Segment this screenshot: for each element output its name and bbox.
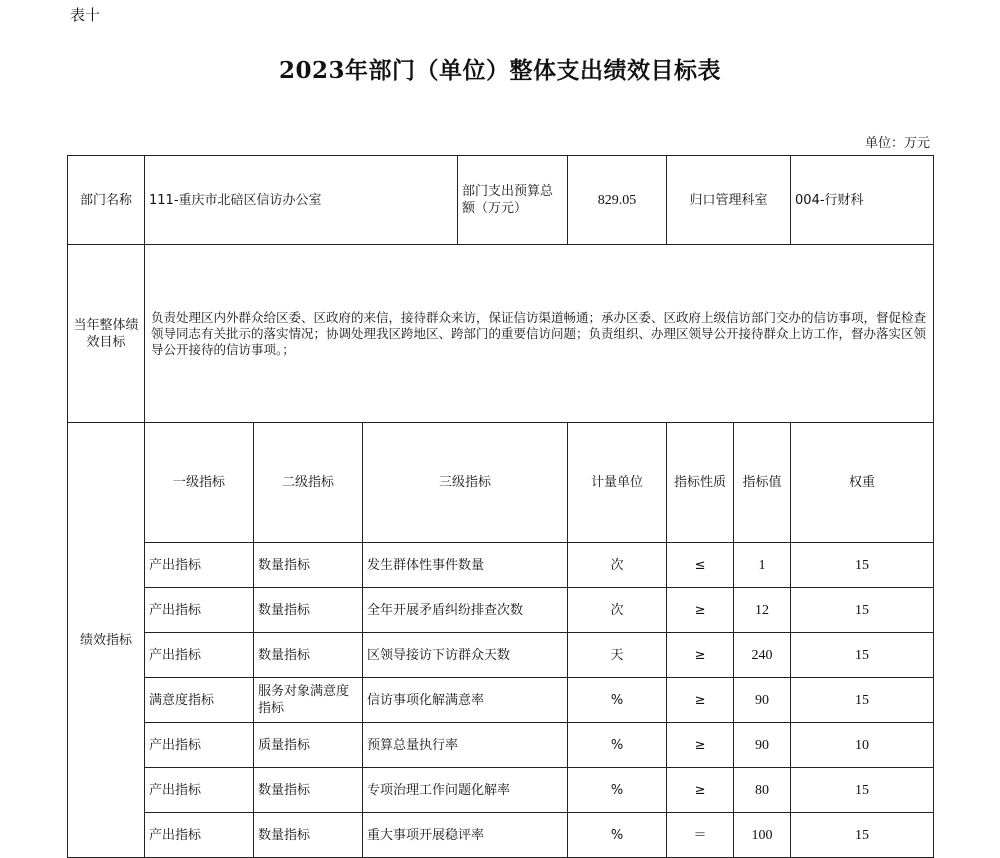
nature-cell: ≥	[667, 588, 734, 633]
budget-label: 部门支出预算总额（万元）	[458, 156, 568, 245]
indicator-header-row	[68, 423, 934, 543]
unit-cell: 次	[568, 588, 667, 633]
nature-cell: ≥	[667, 678, 734, 723]
weight-cell: 15	[791, 768, 934, 813]
level2-cell: 数量指标	[254, 768, 363, 813]
level2-cell: 服务对象满意度指标	[254, 678, 363, 723]
unit-cell: 次	[568, 543, 667, 588]
dept-name-value: 111-重庆市北碚区信访办公室	[145, 156, 458, 245]
goal-label: 当年整体绩效目标	[68, 245, 145, 423]
unit-label: 单位：万元	[864, 136, 930, 151]
level2-cell: 数量指标	[254, 633, 363, 678]
unit-cell: %	[568, 723, 667, 768]
table-row	[68, 543, 934, 588]
header-weight: 权重	[791, 423, 934, 543]
level3-cell: 发生群体性事件数量	[363, 543, 568, 588]
value-cell: 100	[734, 813, 791, 858]
budget-value: 829.05	[568, 156, 667, 245]
goal-row	[68, 245, 934, 423]
level1-cell: 产出指标	[145, 588, 254, 633]
mgmt-dept-value: 004-行财科	[791, 156, 934, 245]
value-cell: 90	[734, 678, 791, 723]
value-cell: 90	[734, 723, 791, 768]
table-row	[68, 678, 934, 723]
level1-cell: 产出指标	[145, 543, 254, 588]
level3-cell: 区领导接访下访群众天数	[363, 633, 568, 678]
level2-cell: 数量指标	[254, 813, 363, 858]
nature-cell: ≥	[667, 768, 734, 813]
header-level2: 二级指标	[254, 423, 363, 543]
value-cell: 12	[734, 588, 791, 633]
value-cell: 240	[734, 633, 791, 678]
level3-cell: 预算总量执行率	[363, 723, 568, 768]
mgmt-dept-label: 归口管理科室	[667, 156, 791, 245]
value-cell: 1	[734, 543, 791, 588]
weight-cell: 10	[791, 723, 934, 768]
level1-cell: 满意度指标	[145, 678, 254, 723]
nature-cell: ＝	[667, 813, 734, 858]
nature-cell: ≤	[667, 543, 734, 588]
weight-cell: 15	[791, 813, 934, 858]
nature-cell: ≥	[667, 633, 734, 678]
unit-cell: 天	[568, 633, 667, 678]
indicator-section-label: 绩效指标	[68, 423, 145, 858]
header-unit: 计量单位	[568, 423, 667, 543]
table-row	[68, 813, 934, 858]
level1-cell: 产出指标	[145, 768, 254, 813]
header-level1: 一级指标	[145, 423, 254, 543]
weight-cell: 15	[791, 543, 934, 588]
weight-cell: 15	[791, 633, 934, 678]
level1-cell: 产出指标	[145, 723, 254, 768]
level3-cell: 信访事项化解满意率	[363, 678, 568, 723]
table-row	[68, 768, 934, 813]
level2-cell: 数量指标	[254, 588, 363, 633]
dept-info-row	[68, 156, 934, 245]
header-value: 指标值	[734, 423, 791, 543]
unit-cell: %	[568, 768, 667, 813]
level3-cell: 专项治理工作问题化解率	[363, 768, 568, 813]
unit-cell: %	[568, 678, 667, 723]
header-nature: 指标性质	[667, 423, 734, 543]
weight-cell: 15	[791, 678, 934, 723]
table-row	[68, 723, 934, 768]
table-row	[68, 588, 934, 633]
value-cell: 80	[734, 768, 791, 813]
level2-cell: 质量指标	[254, 723, 363, 768]
performance-table	[67, 155, 934, 858]
unit-cell: %	[568, 813, 667, 858]
nature-cell: ≥	[667, 723, 734, 768]
header-level3: 三级指标	[363, 423, 568, 543]
level2-cell: 数量指标	[254, 543, 363, 588]
weight-cell: 15	[791, 588, 934, 633]
dept-name-label: 部门名称	[68, 156, 145, 245]
document-label: 表十	[70, 6, 101, 24]
level1-cell: 产出指标	[145, 813, 254, 858]
goal-text: 负责处理区内外群众给区委、区政府的来信，接待群众来访，保证信访渠道畅通；承办区委、区政府上级信访部门交办的信访事项，督促检查领导同志有关批示的落实情况；协调处理我区跨地区、跨部门的重要信访问题；负责组织、办理区领导公开接待群众上访工作，督办落实区领导公开接待的信访事项。；	[145, 245, 934, 423]
table-row	[68, 633, 934, 678]
level1-cell: 产出指标	[145, 633, 254, 678]
level3-cell: 全年开展矛盾纠纷排查次数	[363, 588, 568, 633]
page-title: 2023年部门（单位）整体支出绩效目标表	[278, 57, 721, 84]
level3-cell: 重大事项开展稳评率	[363, 813, 568, 858]
